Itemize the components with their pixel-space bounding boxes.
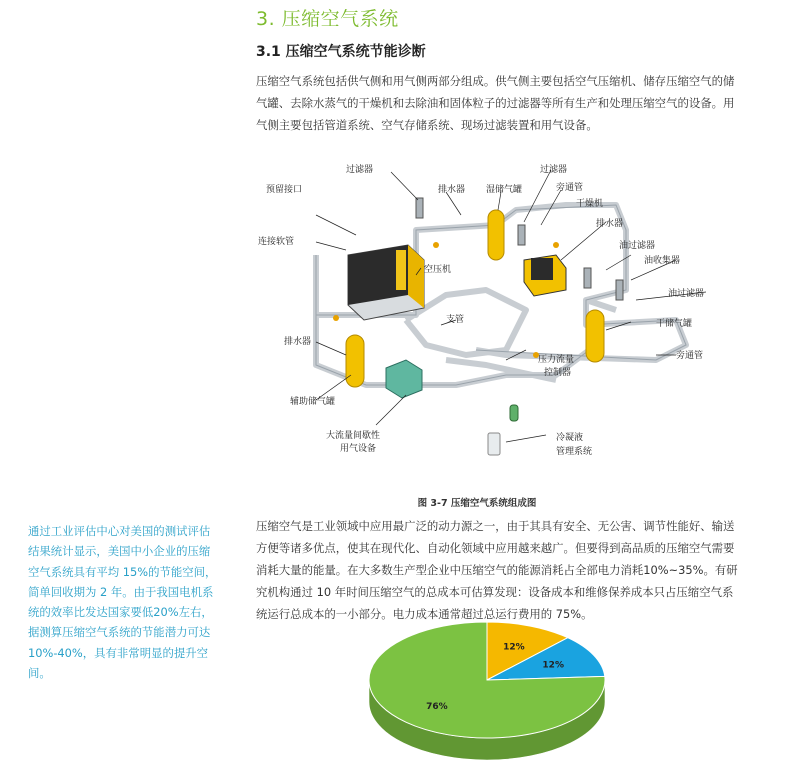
label-bypass-1: 旁通管: [556, 183, 584, 193]
pie-slice-label: 76%: [426, 702, 448, 713]
label-filter-right: 过滤器: [540, 165, 568, 175]
label-hose: 连接软管: [258, 237, 295, 247]
label-oil-filter-2: 油过滤器: [668, 289, 705, 299]
label-branch-pipe: 支管: [446, 315, 465, 325]
label-flow-control-2: 控制器: [544, 368, 572, 378]
wet-tank: [488, 210, 504, 260]
label-oil-collector: 油收集器: [644, 256, 681, 266]
section-title: 3. 压缩空气系统: [256, 8, 399, 30]
pie-slice-label: 12%: [503, 642, 525, 653]
pie-chart: [362, 618, 622, 782]
label-wet-tank: 湿储气罐: [486, 185, 523, 195]
label-flow-control-1: 压力流量: [538, 355, 575, 365]
intro-paragraph: 压缩空气系统包括供气侧和用气侧两部分组成。供气侧主要包括空气压缩机、储存压缩空气的储气罐、去除水蒸气的干燥机和去除油和固体粒子的过滤器等所有生产和处理压缩空气的设备。用气侧主要包括管道系统、空气存储系统、现场过滤装置和用气设备。: [256, 74, 735, 132]
compressor: [348, 245, 424, 320]
section-subtitle: 3.1 压缩空气系统节能诊断: [256, 44, 426, 60]
pie-top: [369, 622, 605, 738]
dry-tank: [586, 310, 604, 362]
compressed-air-system-diagram: [256, 150, 726, 470]
label-filter-top: 过滤器: [346, 165, 374, 175]
pie-slice-label: 12%: [542, 660, 564, 671]
intermittent-equipment: [386, 360, 422, 398]
label-aux-tank: 辅助储气罐: [290, 397, 336, 407]
label-reserved-port: 预留接口: [266, 185, 303, 195]
label-drain-2: 排水器: [596, 219, 624, 229]
label-condensate-2: 管理系统: [556, 447, 593, 457]
condensate-system: [488, 405, 518, 455]
label-oil-filter-1: 油过滤器: [619, 241, 656, 251]
label-dry-tank: 干储气罐: [656, 319, 693, 329]
filter-units: [416, 198, 623, 300]
label-dryer: 干燥机: [576, 199, 604, 209]
label-compressor: 空压机: [424, 265, 452, 275]
body-paragraph: 压缩空气是工业领域中应用最广泛的动力源之一，由于其具有安全、无公害、调节性能好、输送方便等诸多优点，使其在现代化、自动化领域中应用越来越广。但要得到高品质的压缩空气需要消耗大量的能量。在大多数生产型企业中压缩空气的能源消耗占全部电力消耗10%~35%。有研究机构通过 10 年时间压缩空气的总成本可估算发现：设备成本和维修保养成本只占压缩空气系统运行总成本的一小部分。电力成本通常超过总运行费用的 75%。: [256, 519, 738, 621]
dryer: [524, 255, 566, 296]
sidebar-note: 通过工业评估中心对美国的测试评估结果统计显示，美国中小企业的压缩空气系统具有平均 15%的节能空间，简单回收期为 2 年。由于我国电机系统的效率比发达国家要低20%左右，据测算压缩空气系统的节能潜力可达 10%-40%，具有非常明显的提升空间。: [28, 524, 217, 681]
aux-tank: [346, 335, 364, 387]
figure-caption: 图 3-7 压缩空气系统组成图: [417, 498, 537, 509]
label-drain-1: 排水器: [438, 185, 466, 195]
label-condensate-1: 冷凝液: [556, 433, 584, 443]
label-drain-3: 排水器: [284, 337, 312, 347]
label-intermittent-1: 大流量间歇性: [326, 431, 381, 441]
label-bypass-2: 旁通管: [676, 351, 704, 361]
label-intermittent-2: 用气设备: [340, 444, 377, 454]
